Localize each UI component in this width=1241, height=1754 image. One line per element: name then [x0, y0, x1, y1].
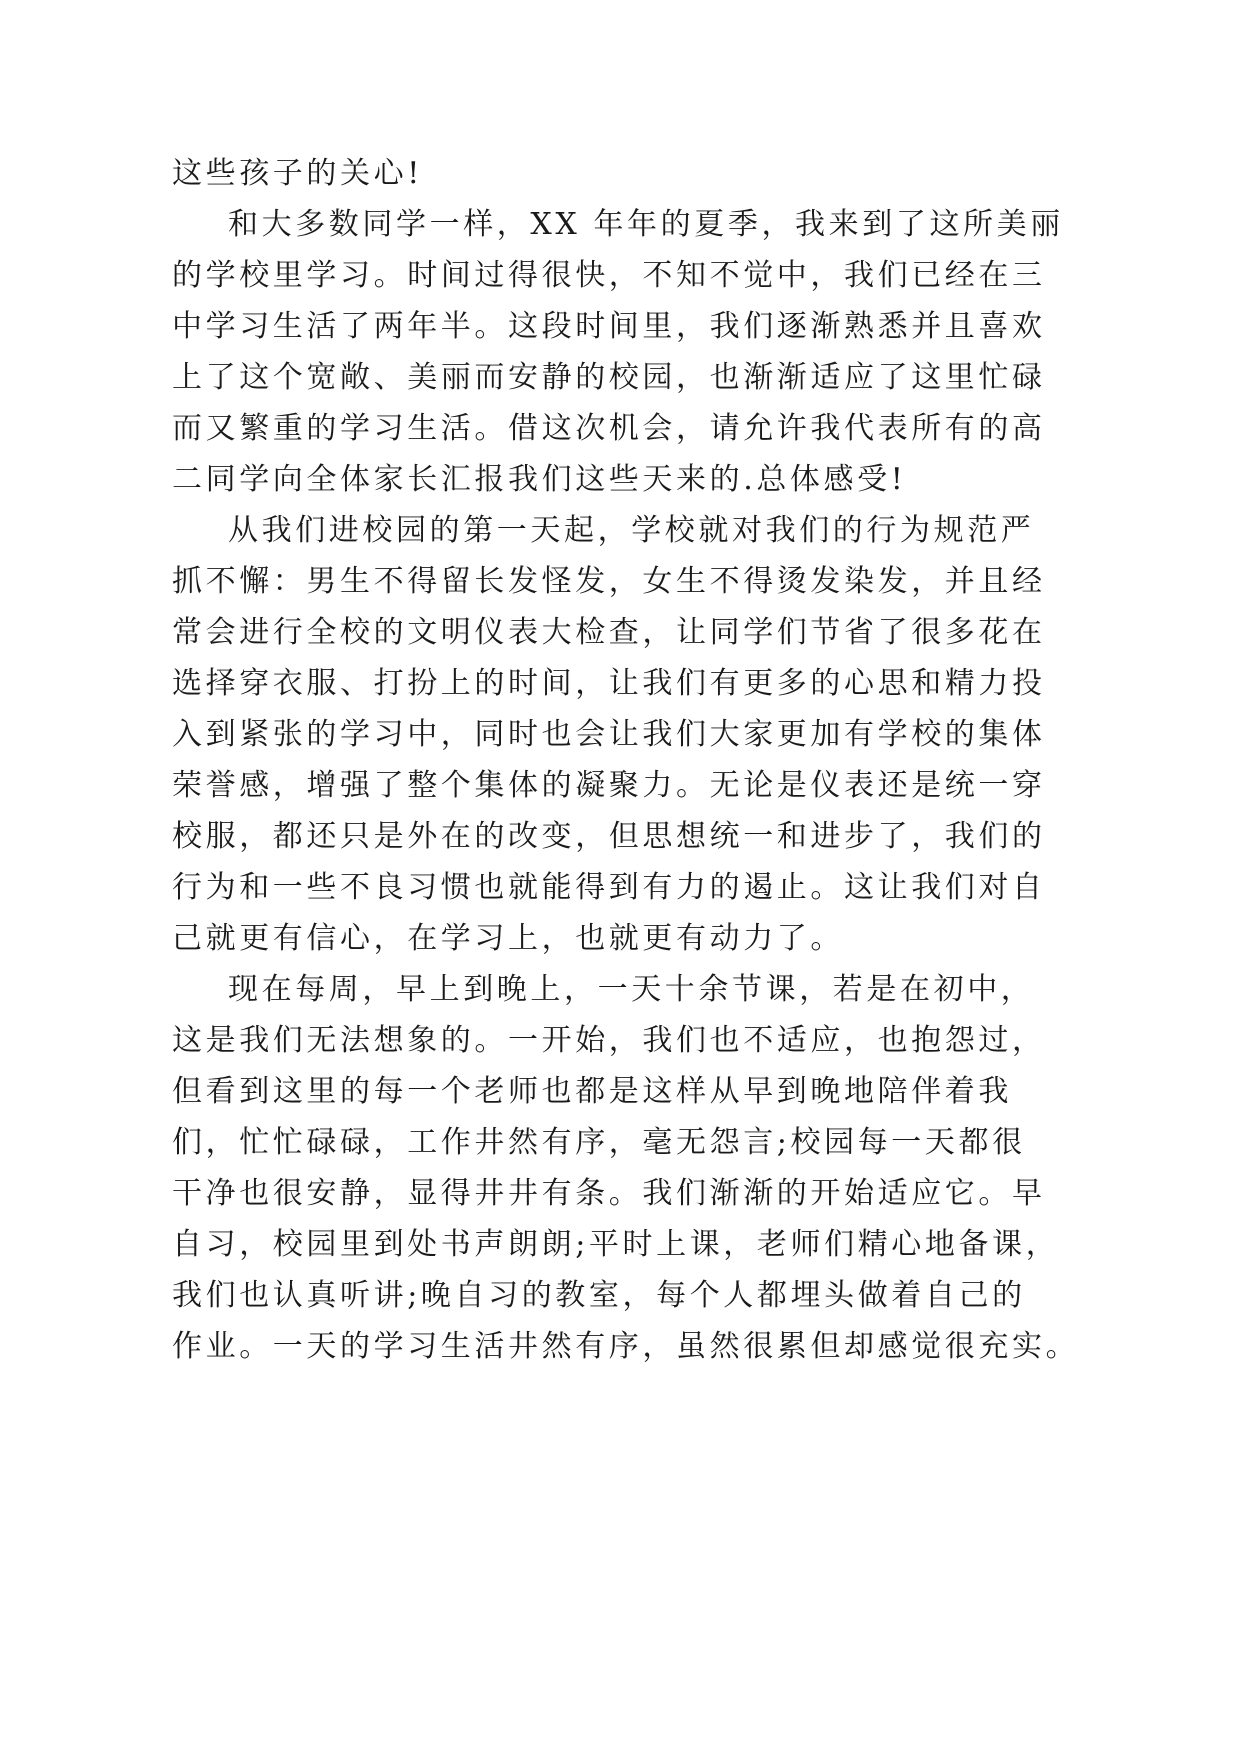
- text-line: 中学习生活了两年半。这段时间里，我们逐渐熟悉并且喜欢: [172, 309, 1046, 344]
- text-line: 们，忙忙碌碌，工作井然有序，毫无怨言;校园每一天都很: [172, 1125, 1026, 1160]
- text-line: 这些孩子的关心!: [172, 156, 423, 191]
- text-line: 现在每周，早上到晚上，一天十余节课，若是在初中，: [228, 972, 1035, 1007]
- text-line: 荣誉感，增强了整个集体的凝聚力。无论是仪表还是统一穿: [172, 768, 1046, 803]
- text-line: 的学校里学习。时间过得很快，不知不觉中，我们已经在三: [172, 258, 1046, 293]
- text-line: 自习，校园里到处书声朗朗;平时上课，老师们精心地备课，: [172, 1227, 1060, 1262]
- text-line: 选择穿衣服、打扮上的时间，让我们有更多的心思和精力投: [172, 666, 1046, 701]
- text-line: 我们也认真听讲;晚自习的教室，每个人都埋头做着自己的: [172, 1278, 1026, 1313]
- text-line: 常会进行全校的文明仪表大检查，让同学们节省了很多花在: [172, 615, 1046, 650]
- text-line: 作业。一天的学习生活井然有序，虽然很累但却感觉很充实。: [172, 1329, 1080, 1364]
- text-line: 校服，都还只是外在的改变，但思想统一和进步了，我们的: [172, 819, 1046, 854]
- text-line: 行为和一些不良习惯也就能得到有力的遏止。这让我们对自: [172, 870, 1046, 905]
- text-line: 入到紧张的学习中，同时也会让我们大家更加有学校的集体: [172, 717, 1046, 752]
- text-line: 二同学向全体家长汇报我们这些天来的.总体感受!: [172, 462, 907, 497]
- text-line: 己就更有信心，在学习上，也就更有动力了。: [172, 921, 844, 956]
- text-line: 这是我们无法想象的。一开始，我们也不适应，也抱怨过，: [172, 1023, 1046, 1058]
- text-line: 和大多数同学一样，XX 年年的夏季，我来到了这所美丽: [228, 207, 1064, 242]
- text-line: 从我们进校园的第一天起，学校就对我们的行为规范严: [228, 513, 1035, 548]
- text-line: 上了这个宽敞、美丽而安静的校园，也渐渐适应了这里忙碌: [172, 360, 1046, 395]
- text-line: 抓不懈：男生不得留长发怪发，女生不得烫发染发，并且经: [172, 564, 1046, 599]
- text-line: 干净也很安静，显得井井有条。我们渐渐的开始适应它。早: [172, 1176, 1046, 1211]
- text-line: 但看到这里的每一个老师也都是这样从早到晚地陪伴着我: [172, 1074, 1012, 1109]
- text-line: 而又繁重的学习生活。借这次机会，请允许我代表所有的高: [172, 411, 1046, 446]
